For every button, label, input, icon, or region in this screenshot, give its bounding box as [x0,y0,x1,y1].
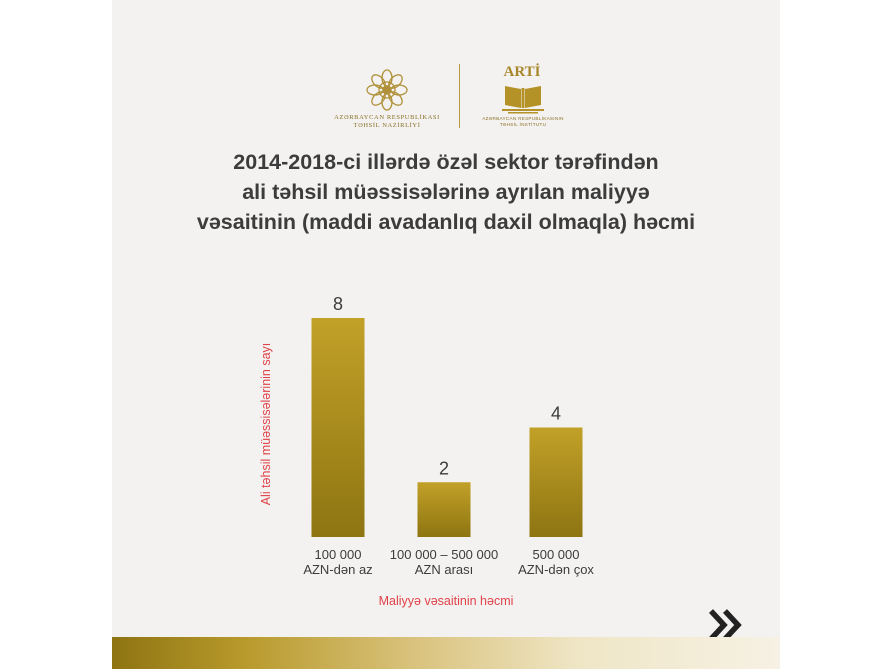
arti-logo-name: ARTİ [503,64,541,80]
x-axis-label: Maliyyə vəsaitinin həcmi [378,594,514,608]
arti-subtitle-line1: AZƏRBAYCAN RESPUBLİKASININ [482,116,564,121]
category-label-2-line-2: AZN arası [414,562,474,577]
infographic-card [112,0,780,669]
bar-2 [418,482,471,537]
ministry-name-line1: AZƏRBAYCAN RESPUBLİKASI [334,114,440,121]
category-label-1-line-2: AZN-dən az [303,562,373,577]
bar-value-label-1: 8 [332,294,344,314]
bar-3 [530,428,583,538]
ministry-name-line2: TƏHSİL NAZİRLİYİ [353,122,421,129]
bar-value-label-3: 4 [550,403,562,424]
category-label-1-line-1: 100 000 [314,547,362,562]
bar-chart [112,0,780,669]
bar-1 [312,318,365,537]
category-label-3-line-2: AZN-dən çox [518,562,594,577]
y-axis-label: Ali təhsil müəssisələrinin sayı [259,342,273,506]
category-label-3-line-1: 500 000 [532,547,580,562]
chart-title-line3: vəsaitinin (maddi avadanlıq daxil olmaqla) həcmi [196,210,696,234]
gold-gradient-footer [112,637,780,669]
bar-value-label-2: 2 [438,458,450,479]
chart-title-line1: 2014-2018-ci illərdə özəl sektor tərəfindən [233,150,659,174]
category-label-2-line-1: 100 000 – 500 000 [389,547,499,562]
arti-subtitle-line2: TƏHSİL İNSTİTUTU [499,122,547,127]
chart-title-line2: ali təhsil müəssisələrinə ayrılan maliyyə [242,180,650,204]
